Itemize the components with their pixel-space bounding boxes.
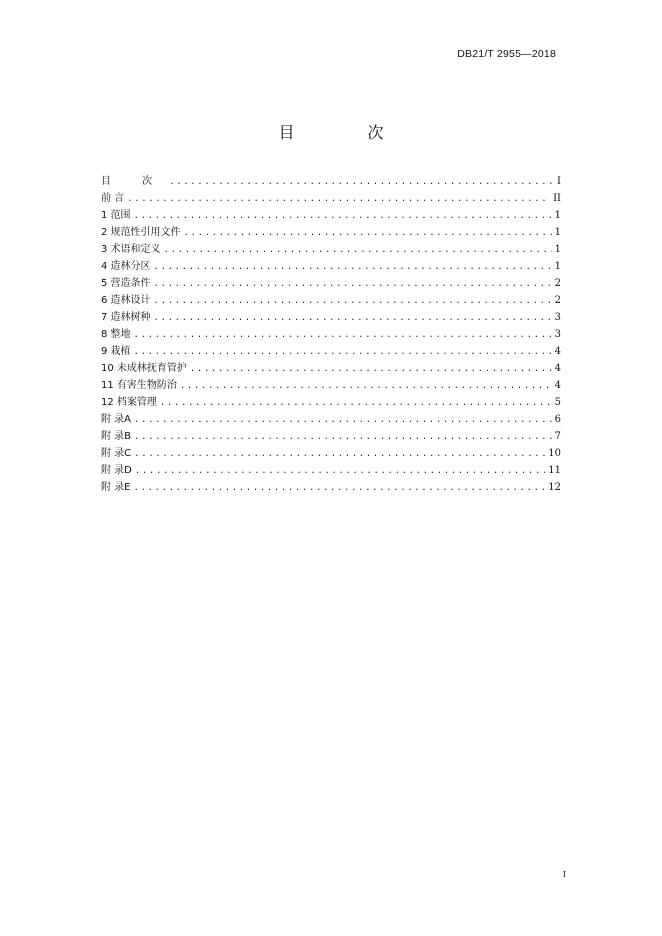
toc-entry-section-8[interactable] [101, 326, 561, 343]
toc-entry-page: II [553, 193, 561, 204]
toc-entry-section-7[interactable] [101, 309, 561, 326]
toc-entry-page: 5 [554, 397, 561, 408]
toc-leader-dots [180, 378, 552, 395]
toc-entry-page: 1 [554, 227, 561, 238]
toc-entry-appendix-a[interactable] [101, 411, 561, 428]
standard-code: DB21/T 2955—2018 [457, 48, 556, 60]
toc-leader-dots [169, 174, 554, 191]
page-title: 目 次 [278, 123, 418, 142]
toc-entry-appendix-e[interactable] [101, 479, 561, 496]
toc-entry-label: 附 录E [101, 482, 131, 493]
toc-leader-dots [154, 276, 552, 293]
toc-entry-contents[interactable] [101, 173, 561, 190]
toc-entry-label: 11 有害生物防治 [101, 380, 177, 391]
toc-leader-dots [190, 361, 552, 378]
toc-entry-page: 7 [554, 431, 561, 442]
page-number: I [562, 870, 566, 879]
toc-entry-section-6[interactable] [101, 292, 561, 309]
toc-leader-dots [154, 259, 552, 276]
toc-entry-label: 2 规范性引用文件 [101, 227, 181, 238]
toc-entry-page: 2 [554, 295, 561, 306]
toc-entry-appendix-c[interactable] [101, 445, 561, 462]
toc-entry-page: 1 [554, 261, 561, 272]
toc-entry-label: 前 言 [101, 193, 125, 204]
toc-leader-dots [154, 310, 552, 327]
toc-entry-label: 4 造林分区 [101, 261, 151, 272]
toc-entry-page: I [557, 176, 561, 187]
toc-entry-label: 5 营造条件 [101, 278, 151, 289]
toc-entry-section-4[interactable] [101, 258, 561, 275]
toc-entry-label: 1 范围 [101, 210, 131, 221]
toc-entry-label: 附 录D [101, 465, 132, 476]
toc-entry-foreword[interactable] [101, 190, 561, 207]
toc-leader-dots [164, 242, 552, 259]
toc-entry-label: 附 录A [101, 414, 132, 425]
toc-entry-label: 附 录C [101, 448, 132, 459]
toc-leader-dots [154, 293, 552, 310]
toc-entry-page: 12 [548, 482, 561, 493]
toc-leader-dots [134, 480, 546, 497]
toc-leader-dots [160, 395, 552, 412]
toc-entry-section-10[interactable] [101, 360, 561, 377]
toc-entry-section-12[interactable] [101, 394, 561, 411]
toc-entry-section-9[interactable] [101, 343, 561, 360]
toc-entry-section-3[interactable] [101, 241, 561, 258]
toc-entry-page: 11 [548, 465, 561, 476]
toc-leader-dots [134, 429, 552, 446]
toc-leader-dots [134, 344, 552, 361]
toc-entry-page: 3 [554, 312, 561, 323]
toc-leader-dots [127, 191, 550, 208]
toc-entry-label: 附 录B [101, 431, 132, 442]
toc-entry-section-1[interactable] [101, 207, 561, 224]
toc-leader-dots [134, 327, 552, 344]
toc-entry-page: 1 [554, 210, 561, 221]
toc-entry-label: 10 未成林抚育管护 [101, 363, 187, 374]
toc-entry-label: 目 次 [101, 176, 167, 187]
toc-entry-label: 6 造林设计 [101, 295, 151, 306]
toc-entry-page: 4 [554, 380, 561, 391]
toc-entry-page: 1 [554, 244, 561, 255]
toc-entry-page: 4 [554, 363, 561, 374]
toc-entry-label: 3 术语和定义 [101, 244, 161, 255]
toc-entry-page: 6 [554, 414, 561, 425]
toc-entry-page: 4 [554, 346, 561, 357]
toc-entry-page: 10 [548, 448, 561, 459]
toc-leader-dots [134, 446, 545, 463]
toc-leader-dots [184, 225, 552, 242]
toc-entry-label: 9 栽植 [101, 346, 131, 357]
toc-entry-page: 2 [554, 278, 561, 289]
toc-entry-section-5[interactable] [101, 275, 561, 292]
toc-leader-dots [135, 463, 545, 480]
toc-leader-dots [134, 208, 552, 225]
toc-entry-label: 12 档案管理 [101, 397, 157, 408]
toc-entry-label: 7 造林树种 [101, 312, 151, 323]
toc-entry-appendix-b[interactable] [101, 428, 561, 445]
toc-entry-section-2[interactable] [101, 224, 561, 241]
toc-entry-section-11[interactable] [101, 377, 561, 394]
toc-entry-label: 8 整地 [101, 329, 131, 340]
toc-entry-page: 3 [554, 329, 561, 340]
table-of-contents [101, 173, 561, 496]
toc-entry-appendix-d[interactable] [101, 462, 561, 479]
toc-leader-dots [134, 412, 552, 429]
